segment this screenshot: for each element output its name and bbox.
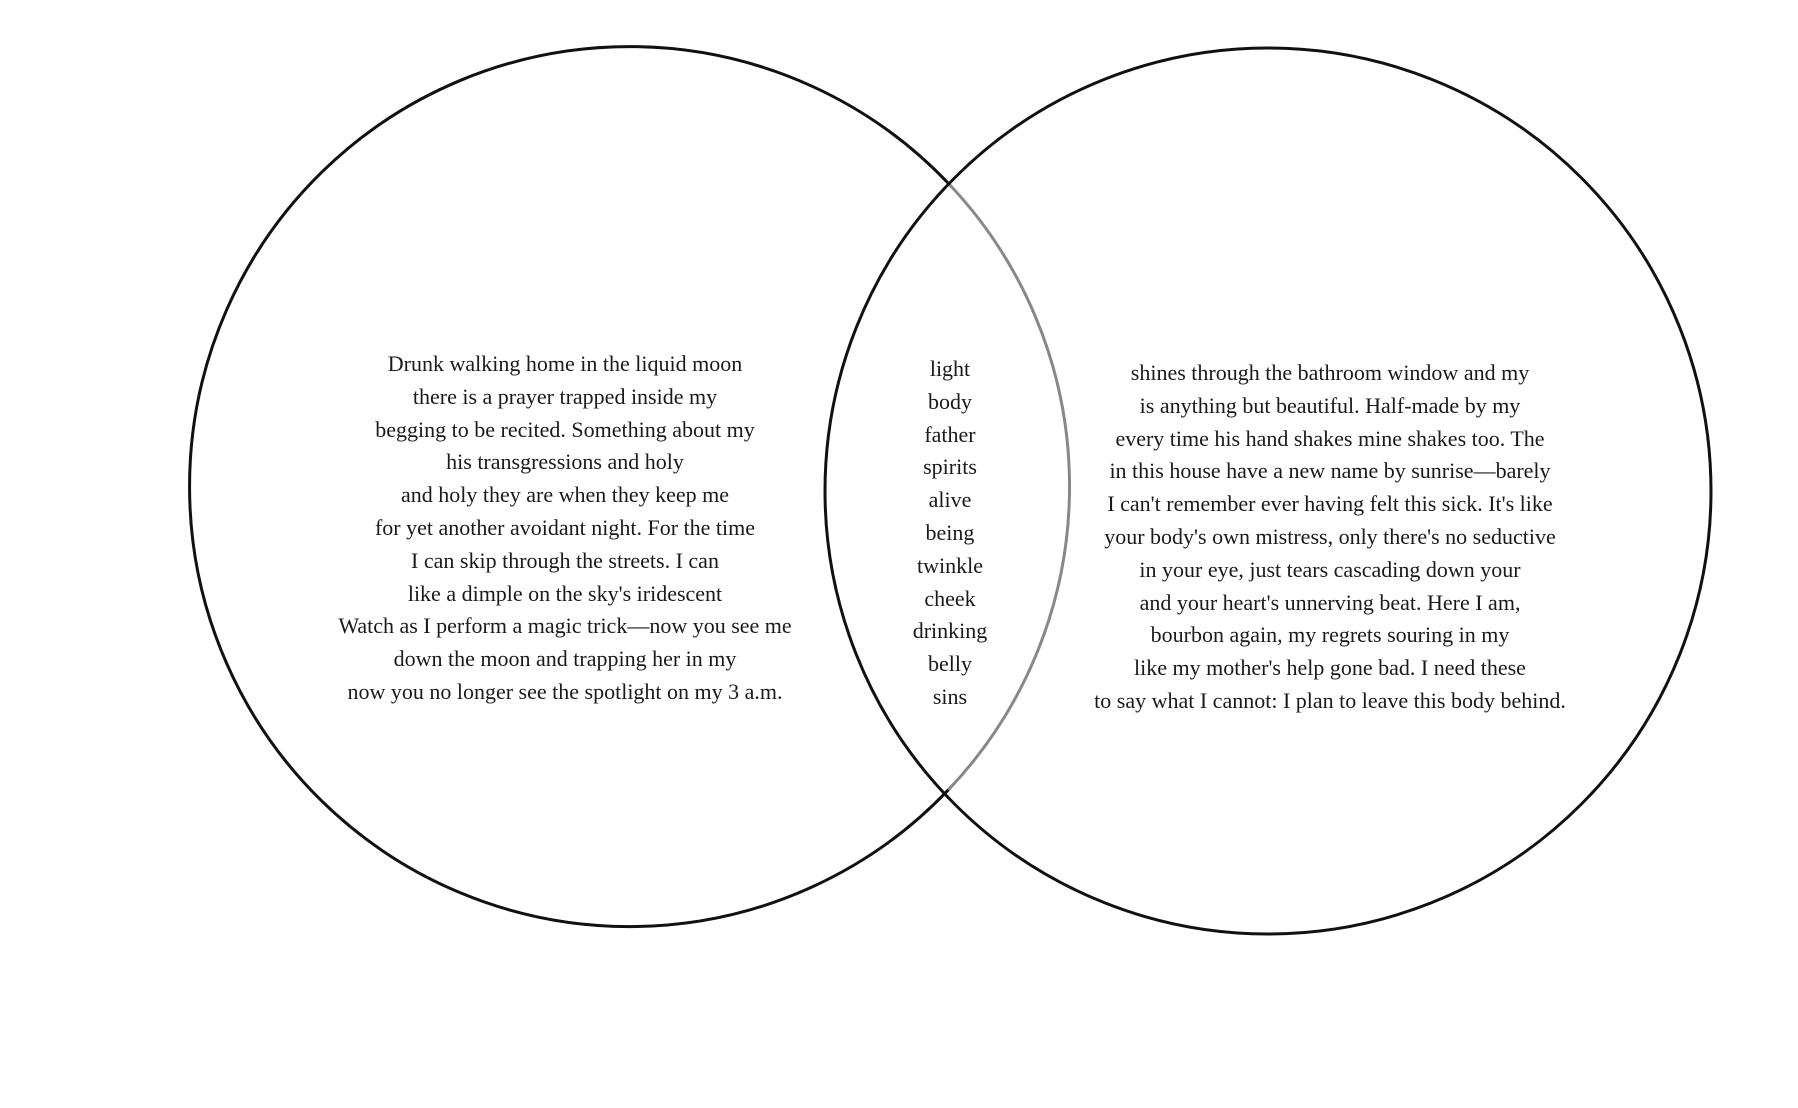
overlap-word: drinking — [912, 618, 988, 644]
left-line: his transgressions and holy — [446, 449, 684, 475]
overlap-word: sins — [932, 683, 968, 709]
overlap-word: being — [925, 519, 975, 545]
right-line: bourbon again, my regrets souring in my — [1150, 622, 1510, 648]
left-line: there is a prayer trapped inside my — [412, 383, 718, 409]
left-line: I can skip through the streets. I can — [411, 547, 719, 573]
right-line: your body's own mistress, only there's no seductive — [1104, 523, 1556, 549]
right-line: I can't remember ever having felt this sick. It's like — [1107, 491, 1553, 517]
left-line: now you no longer see the spotlight on my 3 a.m. — [347, 678, 783, 704]
right-line: like my mother's help gone bad. I need these — [1134, 655, 1526, 681]
left-line: begging to be recited. Something about my — [375, 416, 755, 442]
overlap-word: alive — [928, 487, 972, 513]
overlap-word: spirits — [923, 454, 977, 480]
left-line: for yet another avoidant night. For the time — [374, 514, 755, 540]
left-circle-text — [315, 348, 815, 709]
overlap-word: father — [924, 421, 976, 447]
right-line: and your heart's unnerving beat. Here I am, — [1139, 589, 1521, 615]
left-line: like a dimple on the sky's iridescent — [407, 580, 723, 606]
right-circle-text — [1080, 357, 1580, 718]
left-line: Watch as I perform a magic trick—now you see me — [338, 613, 792, 639]
overlap-word: twinkle — [917, 552, 983, 578]
right-line: in your eye, just tears cascading down your — [1139, 556, 1521, 582]
right-line: to say what I cannot: I plan to leave this body behind. — [1094, 687, 1566, 713]
right-line: in this house have a new name by sunrise—barely — [1109, 458, 1551, 484]
left-line: down the moon and trapping her in my — [393, 646, 737, 672]
left-line: Drunk walking home in the liquid moon — [387, 351, 743, 376]
right-line: every time his hand shakes mine shakes too. The — [1115, 425, 1545, 451]
overlap-words — [890, 353, 1010, 714]
left-line: and holy they are when they keep me — [400, 482, 730, 508]
overlap-word: body — [928, 388, 972, 414]
overlap-word: cheek — [924, 585, 976, 611]
overlap-word: light — [929, 356, 971, 381]
overlap-word: belly — [928, 651, 972, 677]
right-line: shines through the bathroom window and my — [1130, 360, 1530, 385]
right-line: is anything but beautiful. Half-made by my — [1139, 392, 1521, 418]
